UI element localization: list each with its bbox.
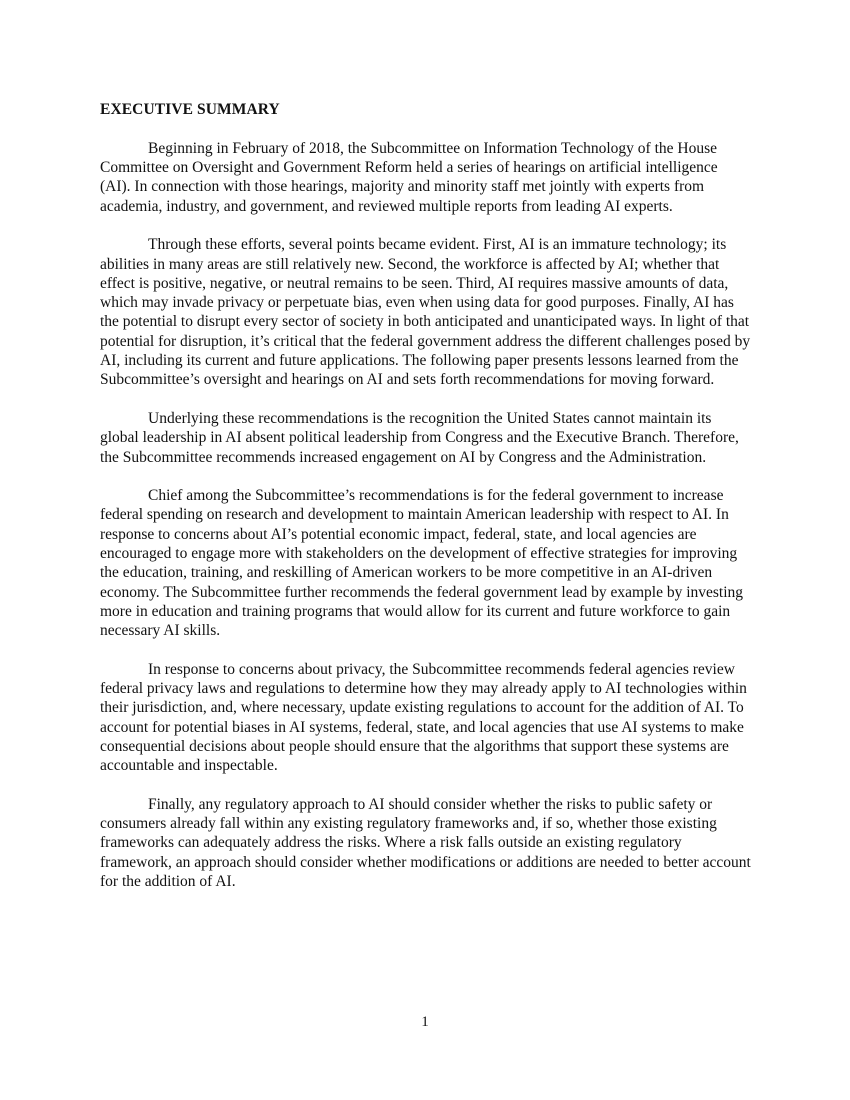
page-number: 1 (421, 1014, 429, 1030)
paragraph-2: Through these efforts, several points became evident. First, AI is an immature technology; its abilities in many areas are still relatively new. Second, the workforce is affected by AI; whether that effect is positive, negative, or neutral remains to be seen. Third, AI requires massive amounts of data, which may invade privacy or perpetuate bias, even when using data for good purposes. Finally, AI has the potential to disrupt every sector of society in both anticipated and unanticipated ways. In light of that potential for disruption, it’s critical that the federal government address the different challenges posed by AI, including its current and future applications. The following paper presents lessons learned from the Subcommittee’s oversight and hearings on AI and sets forth recommendations for moving forward. (100, 236, 751, 389)
paragraph-6: Finally, any regulatory approach to AI should consider whether the risks to public safety or consumers already fall within any existing regulatory frameworks and, if so, whether those existing frameworks can adequately address the risks. Where a risk falls outside an existing regulatory framework, an approach should consider whether modifications or additions are needed to better account for the addition of AI. (100, 795, 751, 891)
paragraph-3: Underlying these recommendations is the recognition the United States cannot maintain its global leadership in AI absent political leadership from Congress and the Executive Branch. Therefore, the Subcommittee recommends increased engagement on AI by Congress and the Administration. (100, 409, 739, 466)
paragraph-4: Chief among the Subcommittee’s recommendations is for the federal government to increase federal spending on research and development to maintain American leadership with respect to AI. In response to concerns about AI’s potential economic impact, federal, state, and local agencies are encouraged to engage more with stakeholders on the development of effective strategies for improving the education, training, and reskilling of American workers to be more competitive in an AI-driven economy. The Subcommittee further recommends the federal government lead by example by investing more in education and training programs that would allow for its current and future workforce to gain necessary AI skills. (100, 487, 744, 640)
section-heading: EXECUTIVE SUMMARY (100, 101, 280, 118)
page-content (100, 100, 752, 911)
paragraph-5: In response to concerns about privacy, the Subcommittee recommends federal agencies review federal privacy laws and regulations to determine how they may already apply to AI technologies within their jurisdiction, and, where necessary, update existing regulations to account for the addition of AI. To account for potential biases in AI systems, federal, state, and local agencies that use AI systems to make consequential decisions about people should ensure that the algorithms that support these systems are accountable and inspectable. (100, 660, 747, 775)
paragraph-1: Beginning in February of 2018, the Subcommittee on Information Technology of the House Committee on Oversight and Government Reform held a series of hearings on artificial intelligence (AI). In connection with those hearings, majority and minority staff met jointly with experts from academia, industry, and government, and reviewed multiple reports from leading AI experts. (100, 139, 718, 215)
